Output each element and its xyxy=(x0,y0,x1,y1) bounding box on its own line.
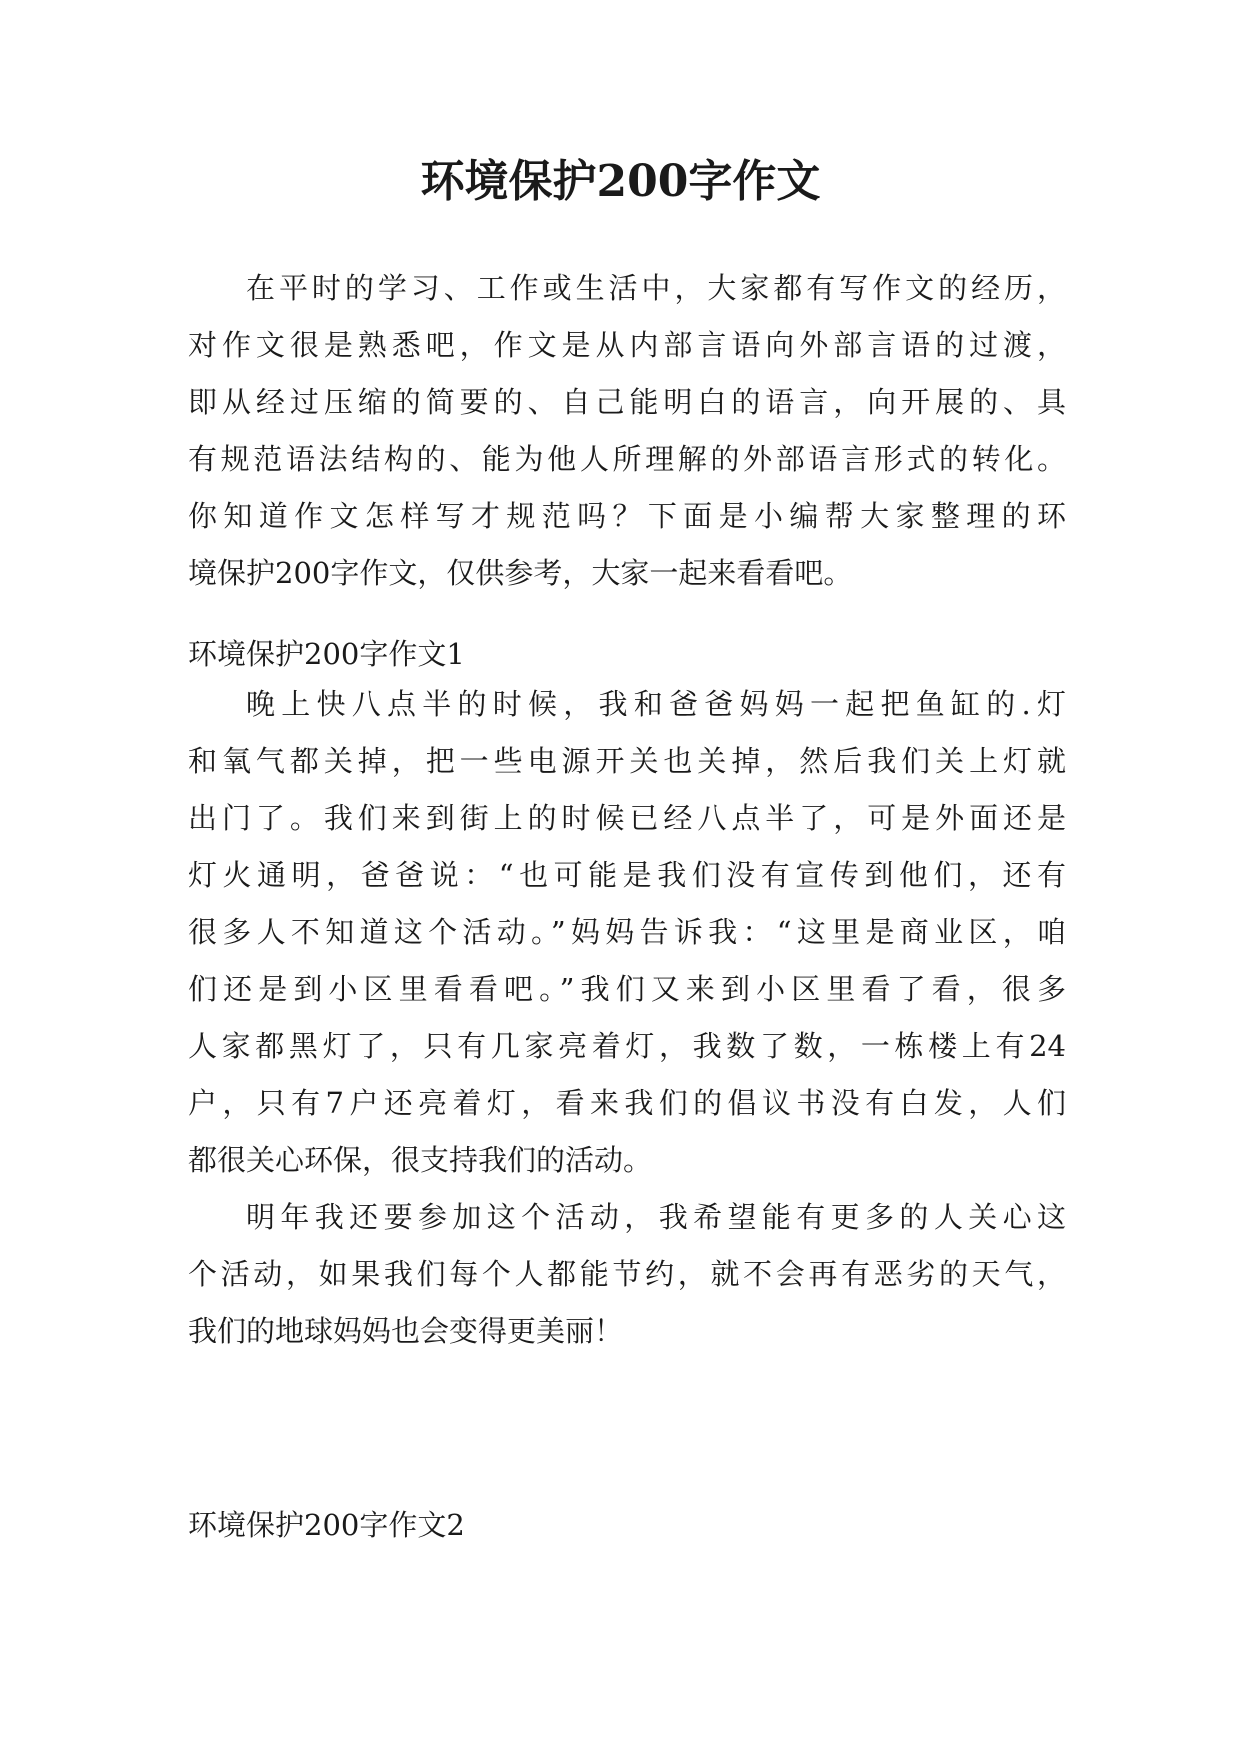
intro-paragraph xyxy=(188,260,1066,602)
intro-line: 境保护200字作文，仅供参考，大家一起来看看吧。 xyxy=(188,556,853,590)
body-line: 户，只有7户还亮着灯，看来我们的倡议书没有白发，人们 xyxy=(188,1086,1066,1120)
body-line: 明年我还要参加这个活动，我希望能有更多的人关心这 xyxy=(246,1200,1066,1234)
body-line: 晚上快八点半的时候，我和爸爸妈妈一起把鱼缸的.灯 xyxy=(246,687,1066,721)
body-line: 灯火通明，爸爸说：“也可能是我们没有宣传到他们，还有 xyxy=(188,858,1066,892)
intro-line: 你知道作文怎样写才规范吗？下面是小编帮大家整理的环 xyxy=(188,499,1066,533)
body-line: 和氧气都关掉，把一些电源开关也关掉，然后我们关上灯就 xyxy=(188,744,1066,778)
intro-line: 在平时的学习、工作或生活中，大家都有写作文的经历， xyxy=(246,271,1066,305)
section1-paragraph-2 xyxy=(188,1189,1066,1360)
section1-paragraph-1 xyxy=(188,676,1066,1189)
body-line: 很多人不知道这个活动。”妈妈告诉我：“这里是商业区，咱 xyxy=(188,915,1066,949)
body-line: 都很关心环保，很支持我们的活动。 xyxy=(188,1143,653,1177)
body-line: 出门了。我们来到街上的时候已经八点半了，可是外面还是 xyxy=(188,801,1066,835)
body-line: 人家都黑灯了，只有几家亮着灯，我数了数，一栋楼上有24 xyxy=(188,1029,1066,1063)
intro-line: 即从经过压缩的简要的、自己能明白的语言，向开展的、具 xyxy=(188,385,1066,419)
body-line: 个活动，如果我们每个人都能节约，就不会再有恶劣的天气， xyxy=(188,1257,1066,1291)
section-heading-2: 环境保护200字作文2 xyxy=(188,1508,465,1542)
section-heading-1: 环境保护200字作文1 xyxy=(188,637,465,671)
intro-line: 对作文很是熟悉吧，作文是从内部言语向外部言语的过渡， xyxy=(188,328,1066,362)
intro-line: 有规范语法结构的、能为他人所理解的外部语言形式的转化。 xyxy=(188,442,1066,476)
page-title: 环境保护200字作文 xyxy=(420,156,821,207)
body-line: 我们的地球妈妈也会变得更美丽！ xyxy=(188,1314,624,1348)
body-line: 们还是到小区里看看吧。”我们又来到小区里看了看，很多 xyxy=(188,972,1066,1006)
